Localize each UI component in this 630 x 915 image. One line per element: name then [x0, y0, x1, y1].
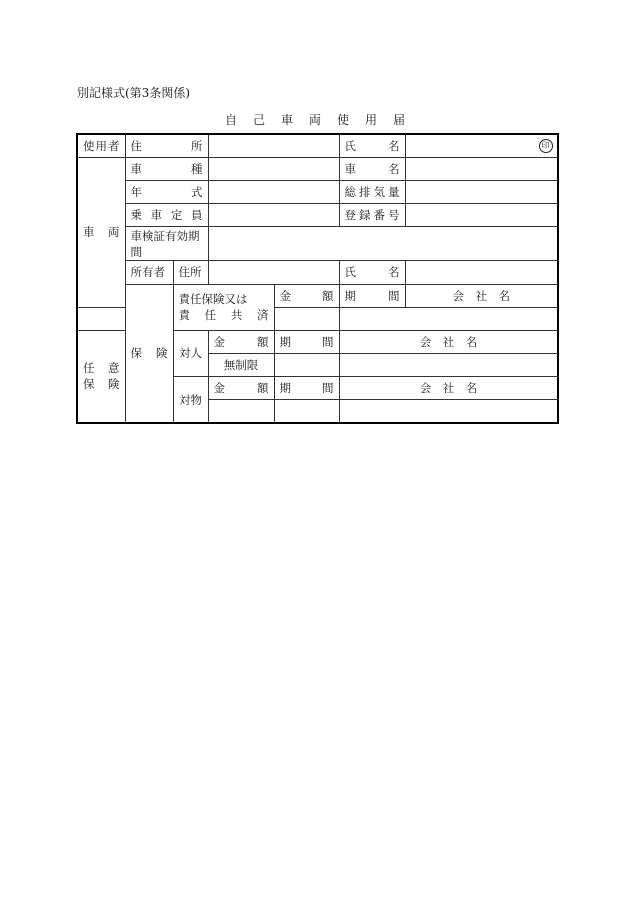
title-char: 用	[365, 113, 378, 127]
title-char: 両	[308, 113, 321, 127]
owner-address-field[interactable]	[208, 261, 339, 284]
form-caption: 別記様式(第3条関係)	[77, 86, 190, 100]
inspection-label-line1: 車検証有効期	[130, 228, 200, 243]
user-address-label: 住 所	[125, 134, 208, 157]
bodily-company-label: 会 社 名	[339, 330, 558, 353]
vehicle-type-field[interactable]	[208, 157, 339, 180]
liability-amount-label: 金 額	[274, 284, 339, 307]
liability-label-line1: 責任保険又は	[178, 292, 248, 307]
vehicle-capacity-label: 乗車定員	[125, 203, 208, 226]
vehicle-type-label: 車 種	[125, 157, 208, 180]
property-amount-field[interactable]	[208, 400, 274, 423]
voluntary-insurance-label	[77, 330, 125, 423]
liability-amount-field[interactable]	[77, 307, 125, 330]
property-company-field[interactable]	[339, 400, 558, 423]
voluntary-label-line1: 任 意	[83, 361, 120, 376]
bodily-period-field[interactable]	[274, 353, 339, 376]
vehicle-model-field[interactable]	[405, 157, 558, 180]
vehicle-displacement-label: 総排気量	[339, 180, 405, 203]
user-name-field[interactable]	[405, 134, 558, 157]
user-section-label: 使用者	[77, 134, 125, 157]
vehicle-use-form-table	[76, 133, 559, 424]
liability-period-field[interactable]	[274, 307, 339, 330]
bodily-period-label: 期 間	[274, 330, 339, 353]
owner-label: 所有者	[125, 261, 173, 284]
seal-mark: 印	[539, 139, 553, 153]
property-damage-label: 対物	[173, 377, 208, 423]
bodily-amount-label: 金 額	[208, 330, 274, 353]
title-char: 届	[393, 113, 406, 127]
liability-company-label: 会 社 名	[405, 284, 558, 307]
vehicle-registration-label: 登録番号	[339, 203, 405, 226]
vehicle-section-label: 車 両	[77, 157, 125, 307]
liability-insurance-label	[173, 284, 274, 330]
owner-address-label: 住所	[173, 261, 208, 284]
property-amount-label: 金 額	[208, 377, 274, 400]
bodily-amount-value: 無制限	[208, 353, 274, 376]
inspection-label-line2: 間	[130, 244, 142, 259]
vehicle-model-label: 車 名	[339, 157, 405, 180]
owner-name-field[interactable]	[405, 261, 558, 284]
title-char: 車	[280, 113, 293, 127]
property-period-field[interactable]	[274, 400, 339, 423]
liability-company-field[interactable]	[339, 307, 558, 330]
document-title	[0, 111, 630, 128]
vehicle-displacement-field[interactable]	[405, 180, 558, 203]
vehicle-year-field[interactable]	[208, 180, 339, 203]
vehicle-registration-field[interactable]	[405, 203, 558, 226]
title-char: 己	[252, 113, 265, 127]
user-name-label: 氏 名	[339, 134, 405, 157]
inspection-validity-label	[125, 227, 208, 261]
title-char: 自	[224, 113, 237, 127]
voluntary-label-line2: 保 険	[83, 377, 120, 392]
vehicle-capacity-field[interactable]	[208, 203, 339, 226]
insurance-section-label: 保 険	[125, 284, 173, 423]
bodily-injury-label: 対人	[173, 330, 208, 376]
bodily-company-field[interactable]	[339, 353, 558, 376]
title-char: 使	[337, 113, 350, 127]
liability-period-label: 期 間	[339, 284, 405, 307]
inspection-validity-field[interactable]	[208, 227, 558, 261]
property-company-label: 会 社 名	[339, 377, 558, 400]
vehicle-year-label: 年 式	[125, 180, 208, 203]
liability-label-line2: 責任共済	[178, 308, 269, 323]
property-period-label: 期 間	[274, 377, 339, 400]
user-address-field[interactable]	[208, 134, 339, 157]
owner-name-label: 氏 名	[339, 261, 405, 284]
